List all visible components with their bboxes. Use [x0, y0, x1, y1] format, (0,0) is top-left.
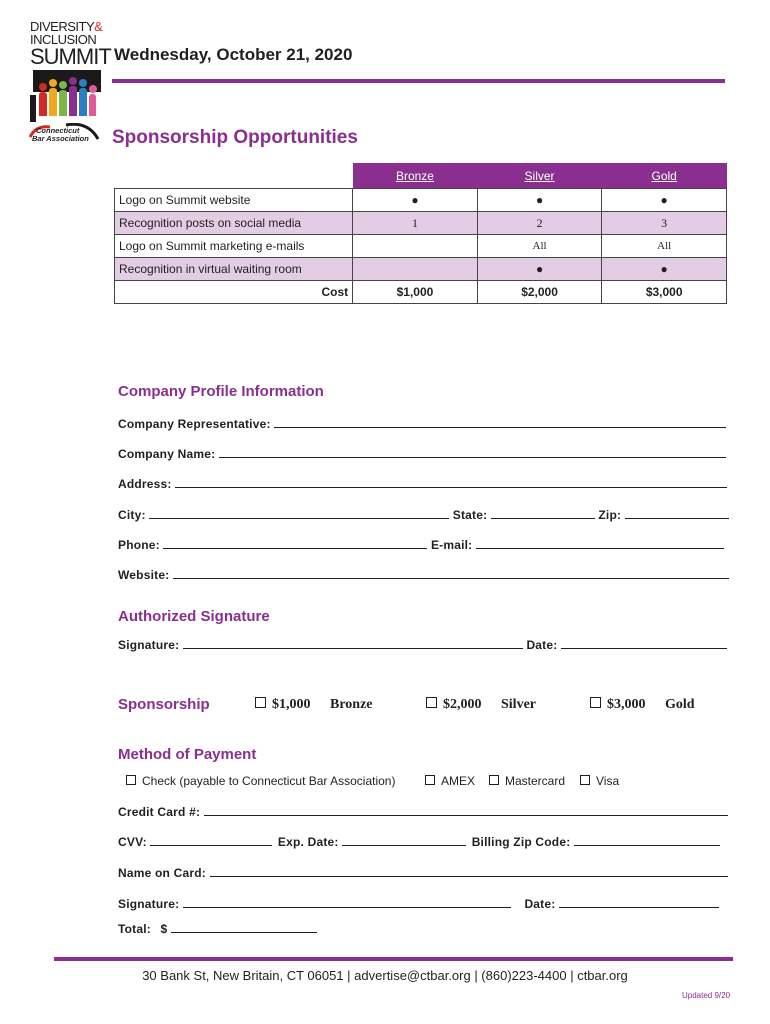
- table-row: [115, 189, 727, 212]
- state-label: State:: [452, 508, 488, 522]
- total-input[interactable]: [171, 922, 317, 933]
- sponsorship-table: [114, 163, 727, 304]
- cost-silver: $2,000: [477, 281, 602, 304]
- visa-checkbox[interactable]: [580, 775, 590, 785]
- company-rep-field: [118, 417, 726, 431]
- exp-input[interactable]: [342, 835, 466, 846]
- billing-zip-input[interactable]: [574, 835, 720, 846]
- sponsorship-option-silver[interactable]: [426, 697, 536, 713]
- total-field: [118, 922, 317, 936]
- city-input[interactable]: [149, 508, 449, 519]
- logo-line1: DIVERSITY: [30, 19, 95, 34]
- table-row: [115, 235, 727, 258]
- cvv-row: [118, 835, 720, 849]
- table-row: [115, 212, 727, 235]
- visa-label: Visa: [596, 774, 620, 788]
- footer-contact: 30 Bank St, New Britain, CT 06051 | advertise@ctbar.org | (860)223-4400 | ctbar.org: [142, 968, 628, 983]
- city-label: City:: [118, 508, 146, 522]
- cell: ●: [602, 258, 727, 281]
- name-on-card-field: [118, 866, 728, 880]
- mastercard-checkbox[interactable]: [489, 775, 499, 785]
- logo-amp: &: [94, 19, 103, 34]
- cvv-input[interactable]: [150, 835, 272, 846]
- cba-logo: [26, 123, 102, 147]
- col-gold: Gold: [602, 163, 727, 189]
- cost-row: [115, 281, 727, 304]
- gold-checkbox[interactable]: [590, 697, 601, 708]
- auth-signature-row: [118, 638, 727, 652]
- pay-date-label: Date:: [524, 897, 556, 911]
- zip-label: Zip:: [598, 508, 622, 522]
- pay-signature-row: [118, 897, 719, 911]
- bronze-amount: $1,000: [272, 697, 311, 712]
- website-field: [118, 568, 729, 582]
- mastercard-label: Mastercard: [505, 774, 566, 788]
- pay-option-check[interactable]: [126, 774, 395, 788]
- company-rep-input[interactable]: [274, 417, 726, 428]
- amex-checkbox[interactable]: [425, 775, 435, 785]
- phone-label: Phone:: [118, 538, 160, 552]
- sponsorship-option-gold[interactable]: [590, 697, 695, 713]
- address-label: Address:: [118, 477, 172, 491]
- company-name-input[interactable]: [219, 447, 726, 458]
- cvv-label: CVV:: [118, 835, 147, 849]
- pay-signature-input[interactable]: [183, 897, 511, 908]
- diversity-figures-icon: [37, 78, 97, 120]
- footer-rule: [54, 957, 733, 961]
- pay-date-input[interactable]: [559, 897, 719, 908]
- cell: All: [602, 235, 727, 258]
- col-bronze: Bronze: [353, 163, 478, 189]
- auth-date-input[interactable]: [561, 638, 727, 649]
- cba-line1: Connecticut: [36, 126, 80, 135]
- silver-amount: $2,000: [443, 697, 482, 712]
- bronze-checkbox[interactable]: [255, 697, 266, 708]
- company-rep-label: Company Representative:: [118, 417, 271, 431]
- address-input[interactable]: [175, 477, 727, 488]
- logo-line3: SUMMIT: [30, 44, 111, 69]
- sponsorship-heading: Sponsorship: [118, 696, 210, 713]
- row-label: Recognition posts on social media: [115, 212, 353, 235]
- table-row: [115, 258, 727, 281]
- phone-input[interactable]: [163, 538, 427, 549]
- cell: All: [477, 235, 602, 258]
- pay-signature-label: Signature:: [118, 897, 180, 911]
- auth-date-label: Date:: [526, 638, 558, 652]
- total-label: Total:: [118, 922, 151, 936]
- col-silver: Silver: [477, 163, 602, 189]
- credit-card-input[interactable]: [204, 805, 728, 816]
- state-input[interactable]: [491, 508, 595, 519]
- silver-level: Silver: [501, 697, 536, 712]
- name-on-card-input[interactable]: [210, 866, 728, 877]
- company-name-field: [118, 447, 726, 461]
- payment-heading: Method of Payment: [118, 746, 257, 763]
- amex-label: AMEX: [441, 774, 476, 788]
- check-checkbox[interactable]: [126, 775, 136, 785]
- cost-label: Cost: [115, 281, 353, 304]
- row-label: Logo on Summit website: [115, 189, 353, 212]
- name-on-card-label: Name on Card:: [118, 866, 206, 880]
- table-header-row: [115, 163, 727, 189]
- pay-option-visa[interactable]: [580, 774, 619, 788]
- cell: 2: [477, 212, 602, 235]
- auth-signature-input[interactable]: [183, 638, 523, 649]
- gold-level: Gold: [665, 697, 695, 712]
- event-date: Wednesday, October 21, 2020: [114, 45, 353, 64]
- cell: ●: [477, 258, 602, 281]
- zip-input[interactable]: [625, 508, 729, 519]
- city-row: [118, 508, 729, 522]
- logo-line2: INCLUSION: [30, 32, 97, 47]
- company-name-label: Company Name:: [118, 447, 216, 461]
- credit-card-label: Credit Card #:: [118, 805, 201, 819]
- billing-zip-label: Billing Zip Code:: [471, 835, 571, 849]
- company-heading: Company Profile Information: [118, 383, 324, 400]
- page-title: Sponsorship Opportunities: [112, 127, 358, 148]
- cell: [353, 258, 478, 281]
- summit-logo: [30, 19, 111, 120]
- cost-bronze: $1,000: [353, 281, 478, 304]
- credit-card-field: [118, 805, 728, 819]
- cell: 3: [602, 212, 727, 235]
- cost-gold: $3,000: [602, 281, 727, 304]
- total-dollar: $: [160, 922, 168, 936]
- exp-label: Exp. Date:: [277, 835, 339, 849]
- row-label: Recognition in virtual waiting room: [115, 258, 353, 281]
- website-label: Website:: [118, 568, 170, 582]
- updated-note: Updated 9/20: [682, 991, 731, 1000]
- email-label: E-mail:: [430, 538, 473, 552]
- website-input[interactable]: [173, 568, 729, 579]
- row-label: Logo on Summit marketing e-mails: [115, 235, 353, 258]
- pay-option-mastercard[interactable]: [489, 774, 565, 788]
- address-field: [118, 477, 727, 491]
- cell: [353, 235, 478, 258]
- phone-row: [118, 538, 724, 552]
- auth-signature-label: Signature:: [118, 638, 180, 652]
- cell: ●: [477, 189, 602, 212]
- authorized-heading: Authorized Signature: [118, 608, 270, 625]
- cba-line2: Bar Association: [32, 134, 89, 143]
- header-rule: [112, 79, 725, 83]
- cell: ●: [353, 189, 478, 212]
- sponsorship-option-bronze[interactable]: [255, 697, 373, 713]
- cell: 1: [353, 212, 478, 235]
- email-input[interactable]: [476, 538, 724, 549]
- gold-amount: $3,000: [607, 697, 646, 712]
- bronze-level: Bronze: [330, 697, 373, 712]
- cell: ●: [602, 189, 727, 212]
- silver-checkbox[interactable]: [426, 697, 437, 708]
- check-label: Check (payable to Connecticut Bar Association): [142, 774, 396, 788]
- pay-option-amex[interactable]: [425, 774, 475, 788]
